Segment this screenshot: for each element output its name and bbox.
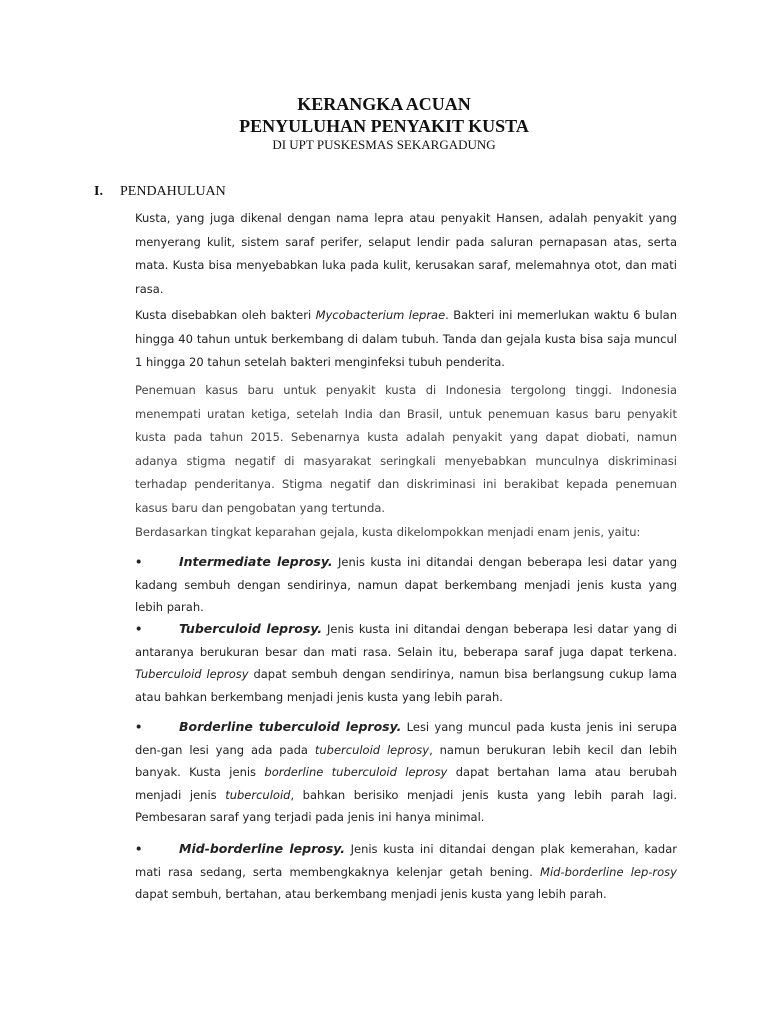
paragraph-cause-text-rest: . Bakteri ini memerlukan waktu 6 bulan hingga 40 tahun untuk berkembang di dalam tubuh. Tanda dan gejala kusta bisa saja muncul 1 hingga 20 tahun setelah bakteri menginfeksi tubuh penderita.: [135, 308, 677, 369]
paragraph-definition: Kusta, yang juga dikenal dengan nama lepra atau penyakit Hansen, adalah penyakit yang menyerang kulit, sistem saraf perifer, selaput lendir pada saluran pernapasan atas, serta mata. Kusta bisa menyebabkan luka pada kulit, kerusakan saraf, melemahnya otot, dan mati rasa.: [135, 211, 677, 296]
document-subtitle: DI UPT PUSKESMAS SEKARGADUNG: [272, 137, 496, 152]
description-bt-part1: Lesi yang muncul pada kusta jenis ini serupa den-gan lesi yang ada pada: [135, 720, 677, 757]
list-item-intermediate-leprosy: [135, 551, 677, 619]
description-intermediate-leprosy: Jenis kusta ini ditandai dengan beberapa lesi datar yang kadang sembuh dengan sendirinya, namun dapat berkembang menjadi jenis kusta yang lebih parah.: [135, 555, 677, 614]
bacteria-name: Mycobacterium leprae: [315, 308, 446, 322]
description-mb-part2: dapat sembuh, bertahan, atau berkembang menjadi jenis kusta yang lebih parah.: [135, 887, 607, 901]
description-tuberculoid-part2: dapat sembuh dengan sendirinya, namun bisa berlangsung cukup lama atau bahkan berkembang menjadi jenis kusta yang lebih parah.: [135, 667, 677, 704]
description-bt-part2: , namun berukuran lebih kecil dan lebih banyak. Kusta jenis: [135, 742, 677, 779]
list-item-borderline-tuberculoid: [135, 716, 677, 829]
section-number: I.: [94, 184, 103, 199]
paragraph-classification-intro: Berdasarkan tingkat keparahan gejala, kusta dikelompokkan menjadi enam jenis, yaitu:: [135, 525, 641, 539]
term-intermediate-leprosy: Intermediate leprosy.: [179, 554, 333, 569]
term-tuberculoid-leprosy: Tuberculoid leprosy.: [179, 621, 323, 636]
bullet-marker: •: [135, 622, 143, 636]
document-title-line1: KERANGKA ACUAN: [297, 94, 471, 114]
term-mid-borderline: Mid-borderline leprosy.: [179, 841, 346, 856]
em-tuberculoid: Tuberculoid leprosy: [135, 667, 249, 681]
list-item-tuberculoid-leprosy: [135, 618, 677, 708]
term-borderline-tuberculoid: Borderline tuberculoid leprosy.: [179, 719, 402, 734]
description-bt-part4: , bahkan berisiko menjadi jenis kusta yang lebih parah lagi. Pembesaran saraf yang terjadi pada jenis ini hanya minimal.: [135, 787, 677, 824]
description-bt-part3: dapat bertahan lama atau berubah menjadi jenis: [135, 765, 677, 802]
list-item-mid-borderline: [135, 838, 677, 906]
bullet-marker: •: [135, 842, 143, 856]
em-bt-1: tuberculoid leprosy: [314, 742, 430, 757]
document-title-line2: PENYULUHAN PENYAKIT KUSTA: [239, 116, 529, 136]
description-mb-part1: Jenis kusta ini ditandai dengan plak kemerahan, kadar mati rasa sedang, serta membengkaknya kelenjar getah bening.: [135, 842, 677, 879]
description-tuberculoid-part1: Jenis kusta ini ditandai dengan beberapa lesi datar yang di antaranya berukuran besar dan mati rasa. Selain itu, beberapa saraf juga dapat terkena.: [135, 622, 677, 659]
em-bt-2: borderline tuberculoid leprosy: [264, 765, 448, 779]
section-title: PENDAHULUAN: [120, 184, 226, 199]
bullet-marker: •: [135, 720, 143, 734]
paragraph-indonesia-cases: Penemuan kasus baru untuk penyakit kusta di Indonesia tergolong tinggi. Indonesia menempati uratan ketiga, setelah India dan Brasil, untuk penemuan kasus baru penyakit kusta pada tahun 2015. Sebenarnya kusta adalah penyakit yang dapat diobati, namun adanya stigma negatif di masyarakat seringkali menyebabkan munculnya diskriminasi terhadap penderitanya. Stigma negatif dan diskriminasi ini berakibat kepada penemuan kasus baru dan pengobatan yang tertunda.: [135, 383, 677, 515]
section-heading: [94, 184, 226, 200]
bullet-marker: •: [135, 555, 143, 569]
em-mb-1: Mid-borderline lep-rosy: [540, 864, 677, 879]
paragraph-cause-text: Kusta disebabkan oleh bakteri: [135, 308, 316, 322]
paragraph-cause: [135, 304, 677, 375]
em-bt-3: tuberculoid: [225, 787, 291, 802]
